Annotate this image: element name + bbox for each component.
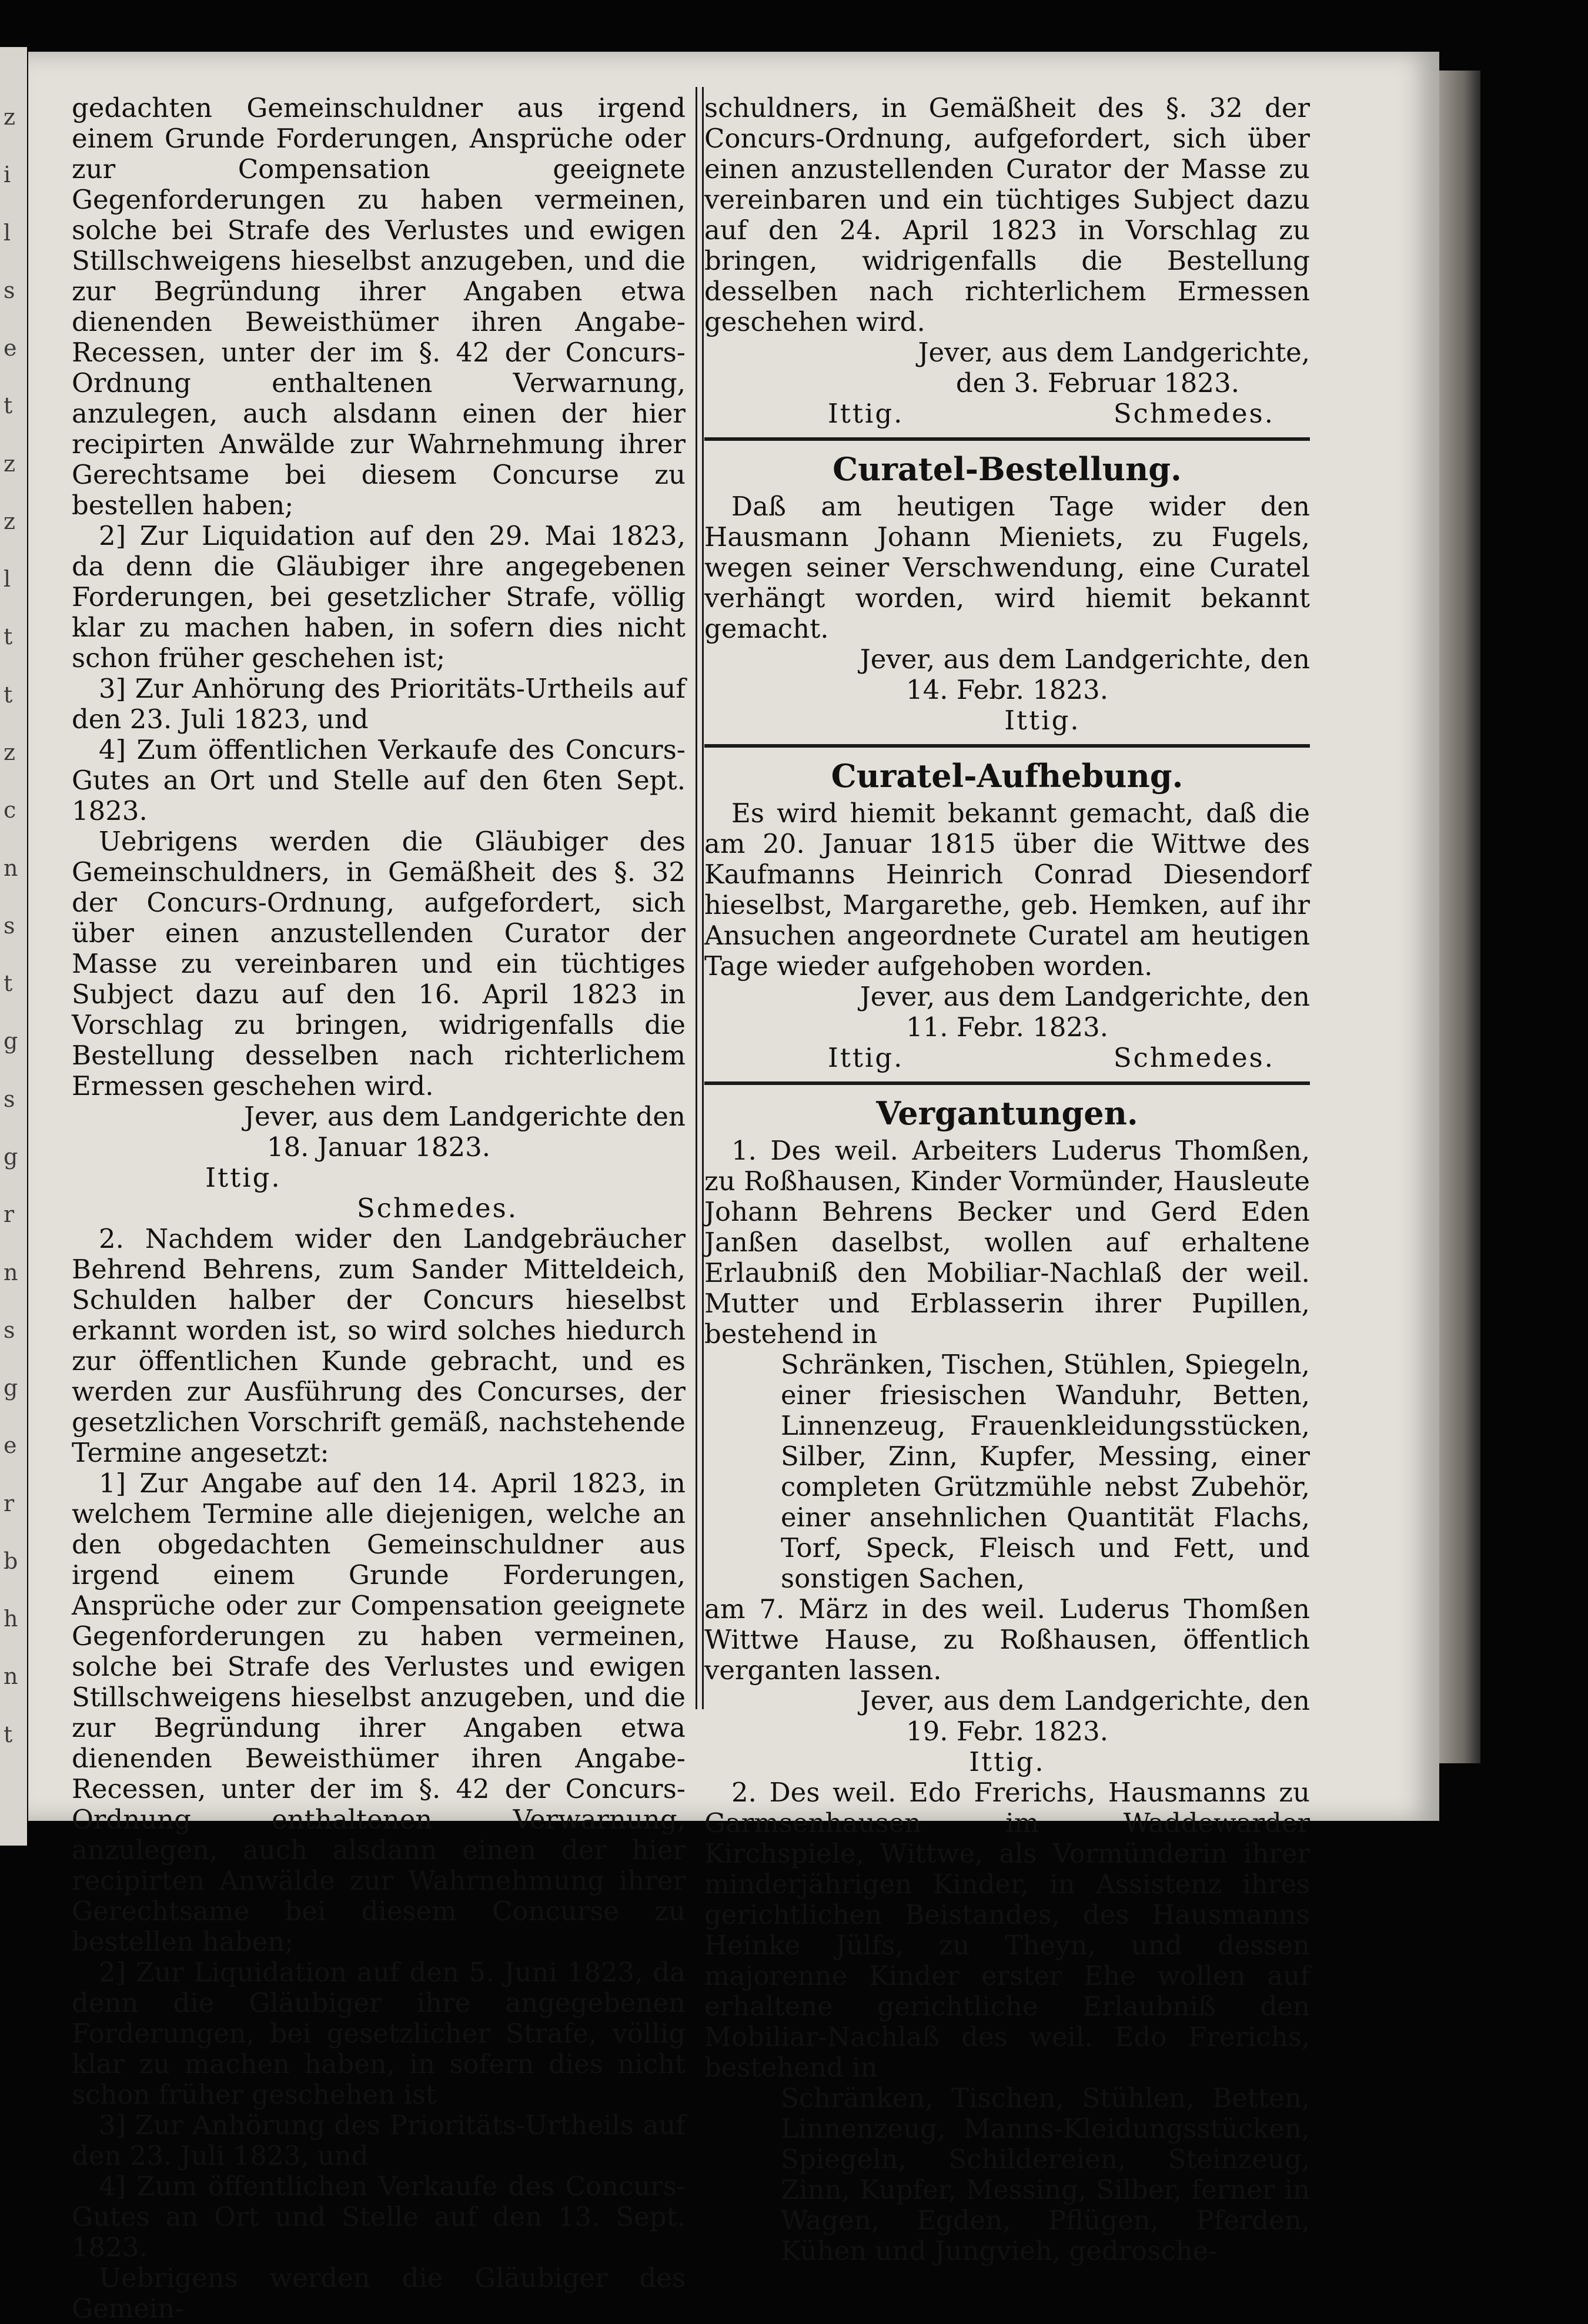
left-notice-2: 2. Nachdem wider den Landgebräucher Behrend Behrens, zum Sander Mitteldeich, Schulden halber der Concurs hieselbst erkannt worden ist, so wird solches hiedurch zur öffentlichen Kunde gebracht, und es werden zur Ausführung des Concurses, der gesetzlichen Vorschrift gemäß, nachstehende Termine angesetzt: — [72, 1223, 686, 1468]
adjacent-page-letter: s — [4, 1317, 15, 1343]
adjacent-page-letter: z — [4, 451, 16, 477]
left-term-1b: 1] Zur Angabe auf den 14. April 1823, in welchem Termine alle diejenigen, welche an den obgedachten Gemeinschuldner aus irgend einem Grunde Forderungen, Ansprüche oder zur Compensation geeignete Gegenforderungen zu haben vermeinen, solche bei Strafe des Verlustes und ewigen Stillschweigens hieselbst anzugeben, und die zur Begründung ihrer Angaben etwa dienenden Beweisthümer ihren Angabe-Recessen, unter der im §. 42 der Concurs-Ordnung enthaltenen Verwarnung, anzulegen, auch alsdann einen der hier recipirten Anwälde zur Wahrnehmung ihrer Gerechtsame bei diesem Concurse zu bestellen haben; — [72, 1468, 686, 1957]
right-signature-schmedes-3: Schmedes. — [1113, 1042, 1275, 1073]
right-paragraph-curatel: Daß am heutigen Tage wider den Hausmann Johann Mieniets, zu Fugels, wegen seiner Verschwendung, eine Curatel verhängt worden, wird hiemit bekannt gemacht. — [704, 491, 1310, 644]
left-dateline-date: 18. Januar 1823. — [266, 1131, 491, 1163]
adjacent-page-letter: h — [4, 1606, 18, 1632]
column-divider — [696, 87, 704, 1709]
right-dateline-place-1: Jever, aus dem Landgerichte, — [918, 337, 1310, 368]
left-term-4: 4] Zum öffentlichen Verkaufe des Concurs-Gutes an Ort und Stelle auf den 6ten Sept. 1823. — [72, 734, 686, 826]
right-dateline-place-4: Jever, aus dem Landgerichte, den — [860, 1685, 1310, 1716]
right-vergantung-1-date: am 7. März in des weil. Luderus Thomßen Wittwe Hause, zu Roßhausen, öffentlich verganten lassen. — [704, 1593, 1310, 1686]
adjacent-page-letter: e — [4, 1432, 17, 1458]
left-paragraph-1: gedachten Gemeinschuldner aus irgend einem Grunde Forderungen, Ansprüche oder zur Compensation geeignete Gegenforderungen zu haben vermeinen, solche bei Strafe des Verlustes und ewigen Stillschweigens hieselbst anzugeben, und die zur Begründung ihrer Angaben etwa dienenden Beweisthümer ihren Angabe-Recessen, unter der im §. 42 der Concurs-Ordnung enthaltenen Verwarnung, anzulegen, auch alsdann einen der hier recipirten Anwälde zur Wahrnehmung ihrer Gerechtsame bei diesem Concurse zu bestellen haben; — [72, 92, 686, 521]
right-dateline-place-3: Jever, aus dem Landgerichte, den — [860, 981, 1310, 1012]
adjacent-page-letter: e — [4, 335, 17, 361]
left-signature-ittig: Ittig. — [205, 1162, 282, 1193]
document-page — [28, 52, 1439, 2324]
right-vergantung-1: 1. Des weil. Arbeiters Luderus Thomßen, zu Roßhausen, Kinder Vormünder, Hausleute Johann Behrens Becker und Gerd Eden Janßen daselbst, wollen auf erhaltene Erlaubniß den Mobiliar-Nachlaß der weil. Mutter und Erblasserin ihrer Pupillen, bestehend in — [704, 1135, 1310, 1349]
left-term-4b: 4] Zum öffentlichen Verkaufe des Concurs-Gutes an Ort und Stelle auf den 13. Sept. 1823. — [72, 2171, 686, 2263]
adjacent-page-letter: t — [4, 970, 13, 996]
adjacent-page-letter: r — [4, 1491, 15, 1516]
right-paragraph-aufhebung: Es wird hiemit bekannt gemacht, daß die am 20. Januar 1815 über die Wittwe des Kaufmanns Heinrich Conrad Diesendorf hieselbst, Margarethe, geb. Hemken, auf ihr Ansuchen angeordnete Curatel am heutigen Tage wieder aufgehoben worden. — [704, 798, 1310, 982]
section-rule — [704, 1081, 1310, 1085]
right-paragraph-1: schuldners, in Gemäßheit des §. 32 der Concurs-Ordnung, aufgefordert, sich über einen anzustellenden Curator der Masse zu vereinbaren und ein tüchtiges Subject dazu auf den 24. April 1823 in Vorschlag zu bringen, widrigenfalls die Bestellung desselben nach richterlichem Ermessen geschehen wird. — [704, 92, 1310, 337]
right-signature-schmedes-1: Schmedes. — [1113, 398, 1275, 429]
adjacent-page-letter: n — [4, 855, 18, 881]
adjacent-page-letter: t — [4, 682, 13, 708]
heading-curatel-bestellung: Curatel-Bestellung. — [833, 450, 1182, 488]
right-signature-ittig-2: Ittig. — [1004, 705, 1081, 736]
adjacent-page-letter: g — [4, 1028, 18, 1054]
right-signatures-3 — [704, 1043, 1310, 1073]
left-term-3: 3] Zur Anhörung des Prioritäts-Urtheils auf den 23. Juli 1823, und — [72, 673, 686, 735]
adjacent-page-letter: z — [4, 104, 16, 130]
left-column — [72, 93, 686, 2324]
right-column — [704, 93, 1310, 2266]
adjacent-page-letter: z — [4, 739, 16, 765]
page-edge — [1439, 71, 1480, 1763]
adjacent-page-margin — [0, 47, 27, 1846]
adjacent-page-letter: g — [4, 1375, 18, 1401]
right-dateline-date-4: 19. Febr. 1823. — [905, 1716, 1109, 1747]
heading-vergantungen: Vergantungen. — [876, 1094, 1138, 1132]
adjacent-page-letter: l — [4, 220, 11, 246]
right-signature-ittig-1: Ittig. — [828, 398, 904, 429]
adjacent-page-letter: c — [4, 797, 16, 823]
adjacent-page-letter: t — [4, 624, 13, 649]
adjacent-page-letter: r — [4, 1201, 15, 1227]
right-vergantung-2: 2. Des weil. Edo Frerichs, Hausmanns zu Garmsenhausen im Waddewarder Kirchspiele, Wittwe, als Vormünderin ihrer minderjährigen Kinder, in Assistenz ihres gerichtlichen Beistandes, des Hausmanns Heinke Jülfs, zu Theyn, und dessen majorenne Kinder erster Ehe wollen auf erhaltene gerichtliche Erlaubniß den Mobiliar-Nachlaß des weil. Edo Frerichs, bestehend in — [704, 1777, 1310, 2083]
section-rule — [704, 744, 1310, 748]
right-dateline-date-2: 14. Febr. 1823. — [905, 674, 1109, 705]
adjacent-page-letter: n — [4, 1260, 18, 1285]
right-dateline-place-2: Jever, aus dem Landgerichte, den — [860, 644, 1310, 675]
right-dateline-date-1: den 3. Februar 1823. — [955, 367, 1239, 399]
adjacent-page-letter: s — [4, 277, 15, 303]
adjacent-page-letter: b — [4, 1548, 18, 1574]
section-rule — [704, 437, 1310, 441]
left-paragraph-uebrigens: Uebrigens werden die Gläubiger des Gemeinschuldners, in Gemäßheit des §. 32 der Concurs-Ordnung, aufgefordert, sich über einen anzustellenden Curator der Masse zu vereinbaren und ein tüchtiges Subject dazu auf den 16. April 1823 in Vorschlag zu bringen, widrigenfalls die Bestellung desselben nach richterlichem Ermessen geschehen wird. — [72, 826, 686, 1101]
right-vergantung-1-items: Schränken, Tischen, Stühlen, Spiegeln, einer friesischen Wanduhr, Betten, Linnenzeug, Frauenkleidungsstücken, Silber, Zinn, Kupfer, Messing, einer completen Grützmühle nebst Zubehör, einer ansehnlichen Quantität Flachs, Torf, Speck, Fleisch und Fett, und sonstigen Sachen, — [781, 1349, 1310, 1594]
left-term-3b: 3] Zur Anhörung des Prioritäts-Urtheils auf den 23. Juli 1823, und — [72, 2109, 686, 2171]
left-term-2b: 2] Zur Liquidation auf den 5. Juni 1823, da denn die Gläubiger ihre angegebenen Forderungen, bei gesetzlicher Strafe, völlig klar zu machen haben, in sofern dies nicht schon früher geschehen ist — [72, 1957, 686, 2110]
adjacent-page-letter: g — [4, 1144, 18, 1170]
right-vergantung-2-items: Schränken, Tischen, Stühlen, Betten, Linnenzeug, Manns-Kleidungsstücken, Spiegeln, Schildereien, Steinzeug, Zinn, Kupfer, Messing, Silber, ferner in Wagen, Egden, Pflügen, Pferden, Kühen und Jungvieh, gedrosche- — [781, 2082, 1310, 2266]
left-term-2: 2] Zur Liquidation auf den 29. Mai 1823, da denn die Gläubiger ihre angegebenen Forderungen, bei gesetzlicher Strafe, völlig klar zu machen haben, in sofern dies nicht schon früher geschehen ist; — [72, 520, 686, 674]
adjacent-page-letter: n — [4, 1663, 18, 1689]
adjacent-page-letter: s — [4, 913, 15, 939]
right-signatures-1 — [704, 399, 1310, 429]
adjacent-page-letter: t — [4, 393, 13, 418]
adjacent-page-letter: z — [4, 508, 16, 534]
right-dateline-date-3: 11. Febr. 1823. — [905, 1012, 1109, 1043]
left-signature-schmedes: Schmedes. — [356, 1193, 519, 1224]
right-signature-ittig-3: Ittig. — [828, 1042, 904, 1073]
heading-curatel-aufhebung: Curatel-Aufhebung. — [831, 757, 1184, 795]
left-dateline-place: Jever, aus dem Landgerichte den — [244, 1101, 686, 1132]
adjacent-page-letter: i — [4, 162, 11, 187]
adjacent-page-letter: s — [4, 1086, 15, 1112]
adjacent-page-letter: l — [4, 566, 11, 592]
adjacent-page-letter: t — [4, 1722, 13, 1747]
right-signature-ittig-4: Ittig. — [969, 1746, 1045, 1777]
left-paragraph-uebrigens-2: Uebrigens werden die Gläubiger des Gemein- — [72, 2262, 686, 2324]
